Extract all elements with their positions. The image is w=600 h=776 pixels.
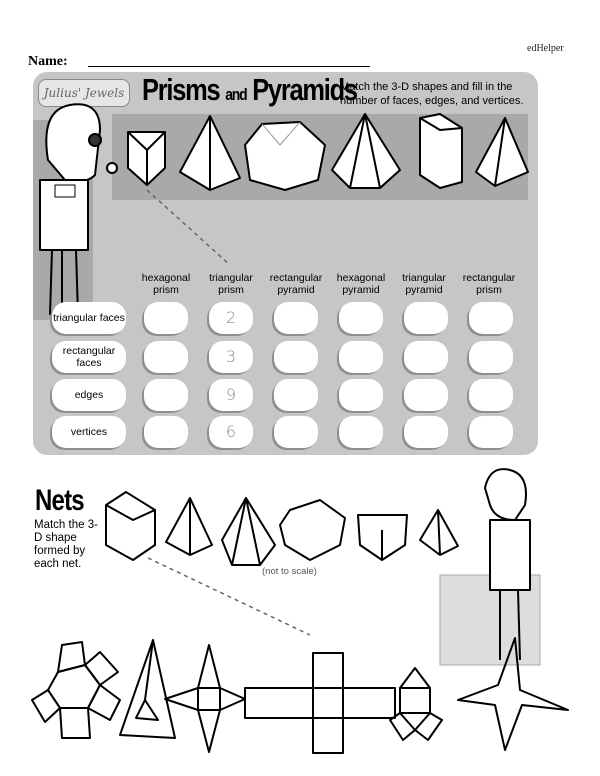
answer-cell[interactable] <box>144 416 188 448</box>
answer-cell[interactable] <box>469 379 513 411</box>
triangular-prism-net <box>390 668 442 740</box>
answer-cell[interactable]: 6 <box>209 416 253 448</box>
hexagonal-prism-shape-2 <box>358 515 407 560</box>
column-header-triangular-pyramid <box>389 272 459 296</box>
answer-cell[interactable] <box>469 416 513 448</box>
name-label: Name: <box>28 54 68 69</box>
column-header-rectangular-pyramid <box>261 272 331 296</box>
header-line: hexagonal <box>141 272 191 284</box>
row-label: vertices <box>52 416 126 448</box>
header-line: prism <box>153 284 179 296</box>
answer-cell[interactable] <box>144 379 188 411</box>
answer-cell[interactable] <box>274 341 318 373</box>
header-line: rectangular <box>269 272 323 284</box>
answer-cell[interactable]: 3 <box>209 341 253 373</box>
brand-label: edHelper <box>527 43 564 54</box>
header-line: prism <box>476 284 502 296</box>
not-to-scale-note: (not to scale) <box>262 566 317 577</box>
instructions: Match the 3-D shapes and fill in the number of faces, edges, and vertices. <box>340 81 524 107</box>
answer-cell[interactable] <box>339 302 383 334</box>
title-pyramids: Pyramids <box>252 72 357 107</box>
title-prisms: Prisms <box>142 72 220 107</box>
header-line: pyramid <box>342 284 380 296</box>
rectangular-prism-shape <box>420 114 462 188</box>
answer-cell[interactable] <box>144 302 188 334</box>
square-pyramid-shape <box>166 498 212 555</box>
answer-cell[interactable] <box>469 341 513 373</box>
answer-cell[interactable] <box>274 379 318 411</box>
title-and: and <box>225 85 247 104</box>
answer-cell[interactable] <box>404 341 448 373</box>
triangular-prism-shape <box>128 132 165 185</box>
answer-cell[interactable] <box>404 416 448 448</box>
column-header-hexagonal-prism <box>131 272 201 296</box>
match-line <box>147 190 230 265</box>
answer-cell[interactable]: 9 <box>209 379 253 411</box>
answer-cell[interactable] <box>339 416 383 448</box>
hexagonal-prism-shape <box>245 122 325 190</box>
answer-cell[interactable]: 2 <box>209 302 253 334</box>
pentagonal-prism-shape <box>280 500 345 560</box>
answer-cell[interactable] <box>469 302 513 334</box>
pentagonal-prism-net <box>32 642 120 738</box>
header-line: triangular <box>209 272 253 284</box>
answer-cell[interactable] <box>144 341 188 373</box>
cube-net <box>245 653 395 753</box>
jeweler-illustration-right <box>440 469 540 665</box>
column-header-rectangular-prism <box>454 272 524 296</box>
answer-cell[interactable] <box>404 302 448 334</box>
answer-cell[interactable] <box>339 379 383 411</box>
hexagonal-pyramid-shape <box>332 114 400 188</box>
header-line: pyramid <box>405 284 443 296</box>
nets-instructions: Match the 3-D shape formed by each net. <box>34 519 98 570</box>
pentagonal-pyramid-shape <box>222 498 275 565</box>
julius-jewels-logo: Julius' Jewels <box>38 79 130 107</box>
jeweler-illustration <box>40 104 117 315</box>
answer-cell[interactable] <box>274 302 318 334</box>
row-label: rectangular faces <box>52 341 126 373</box>
nets-title: Nets <box>35 484 84 517</box>
column-header-hexagonal-pyramid <box>326 272 396 296</box>
header-line: rectangular <box>462 272 516 284</box>
column-header-triangular-prism <box>196 272 266 296</box>
cube-shape <box>106 492 155 560</box>
answer-cell[interactable] <box>339 341 383 373</box>
rectangular-pyramid-shape <box>476 118 528 186</box>
answer-cell[interactable] <box>404 379 448 411</box>
header-line: triangular <box>402 272 446 284</box>
triangular-pyramid-shape-2 <box>420 510 458 555</box>
header-line: hexagonal <box>336 272 386 284</box>
triangular-pyramid-shape <box>180 116 240 190</box>
square-pyramid-net <box>165 645 245 752</box>
header-line: prism <box>218 284 244 296</box>
answer-cell[interactable] <box>274 416 318 448</box>
header-line: pyramid <box>277 284 315 296</box>
row-label: edges <box>52 379 126 411</box>
row-label: triangular faces <box>52 302 126 334</box>
triangular-pyramid-net <box>120 640 175 738</box>
